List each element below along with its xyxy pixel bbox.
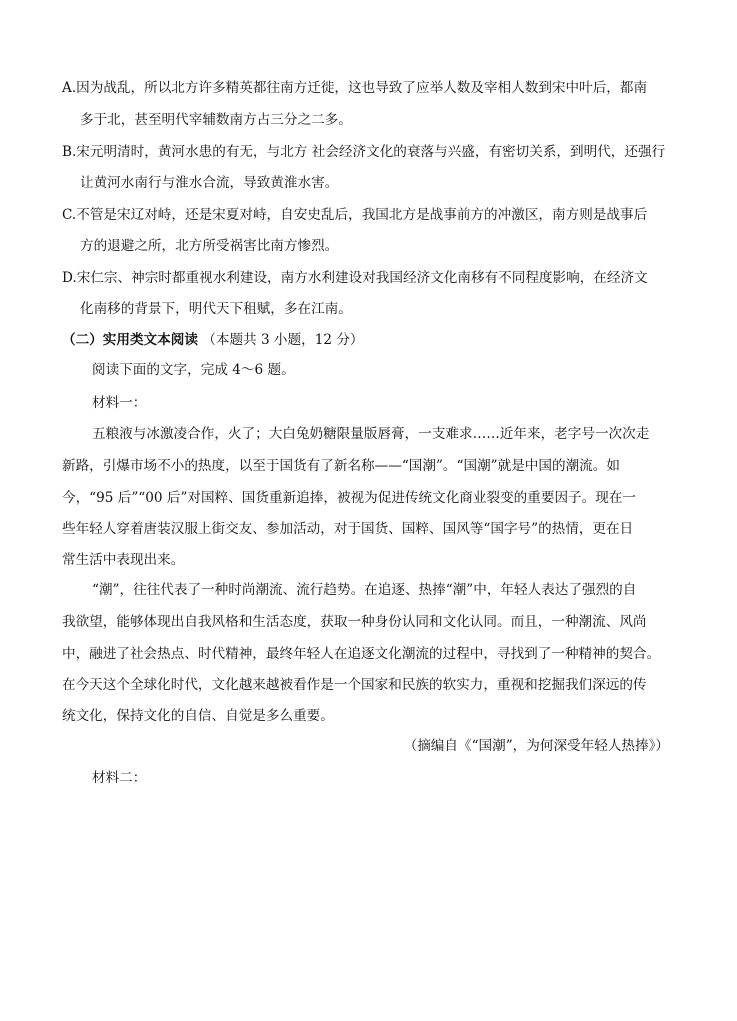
option-d-line2: 化南移的背景下，明代天下租赋，多在江南。 [80, 301, 352, 317]
material1-para2-line2: 我欲望，能够体现出自我风格和生活态度，获取一种身份认同和文化认同。而且，一种潮流、风尚 [62, 614, 647, 630]
option-a-line2: 多于北，甚至明代宰辅数南方占三分之二多。 [80, 112, 352, 128]
section-note: （本题共 3 小题，12 分） [202, 332, 364, 348]
material1-para2-line4: 在今天这个全球化时代，文化越来越被看作是一个国家和民族的软实力，重视和挖掘我们深远的传 [62, 677, 647, 693]
option-d-line1: D.宋仁宗、神宗时都重视水利建设，南方水利建设对我国经济文化南移有不同程度影响，在经济文 [62, 270, 648, 286]
option-c-line2: 方的退避之所，北方所受祸害比南方惨烈。 [80, 238, 339, 254]
material2-label: 材料二： [92, 770, 147, 786]
material1-para2-line1: “潮”，往往代表了一种时尚潮流、流行趋势。在追逐、热捧“潮”中，年轻人表达了强烈的自 [92, 582, 637, 598]
material1-para1-line1: 五粮液与冰激凌合作，火了；大白兔奶糖限量版唇膏，一支难求……近年来，老字号一次次走 [92, 426, 650, 442]
option-a-line1: A.因为战乱，所以北方许多精英都往南方迁徙，这也导致了应举人数及宰相人数到宋中叶后，都南 [62, 80, 648, 96]
instruction: 阅读下面的文字，完成 4～6 题。 [92, 362, 295, 378]
material1-para1-line3: 今，“95 后”“00 后”对国粹、国货重新追捧，被视为促进传统文化商业裂变的重要因子。现在一 [62, 490, 637, 506]
material1-para2-line3: 中，融进了社会热点、时代精神，最终年轻人在追逐文化潮流的过程中，寻找到了一种精神的契合。 [62, 646, 661, 662]
option-b-line2: 让黄河水南行与淮水合流，导致黄淮水害。 [80, 175, 339, 191]
material1-source: （摘编自《“国潮”，为何深受年轻人热捧》） [403, 738, 669, 754]
material1-para2-line5: 统文化，保持文化的自信、自觉是多么重要。 [62, 708, 334, 724]
material1-label: 材料一： [92, 395, 147, 411]
section-heading-row [62, 330, 364, 350]
material1-para1-line2: 新路，引爆市场不小的热度，以至于国货有了新名称——“国潮”。“国潮”就是中国的潮流。如 [62, 458, 620, 474]
option-c-line1: C.不管是宋辽对峙，还是宋夏对峙，自安史乱后，我国北方是战事前方的冲激区，南方则是战事后 [62, 207, 648, 223]
option-b-line1: B.宋元明清时，黄河水患的有无，与北方 社会经济文化的衰落与兴盛，有密切关系，到明代，还强行 [62, 144, 666, 160]
material1-para1-line5: 常生活中表现出来。 [62, 552, 185, 568]
section-heading: （二）实用类文本阅读 [62, 332, 198, 348]
material1-para1-line4: 些年轻人穿着唐装汉服上街交友、参加活动，对于国货、国粹、国风等“国字号”的热情，更在日 [62, 521, 634, 537]
